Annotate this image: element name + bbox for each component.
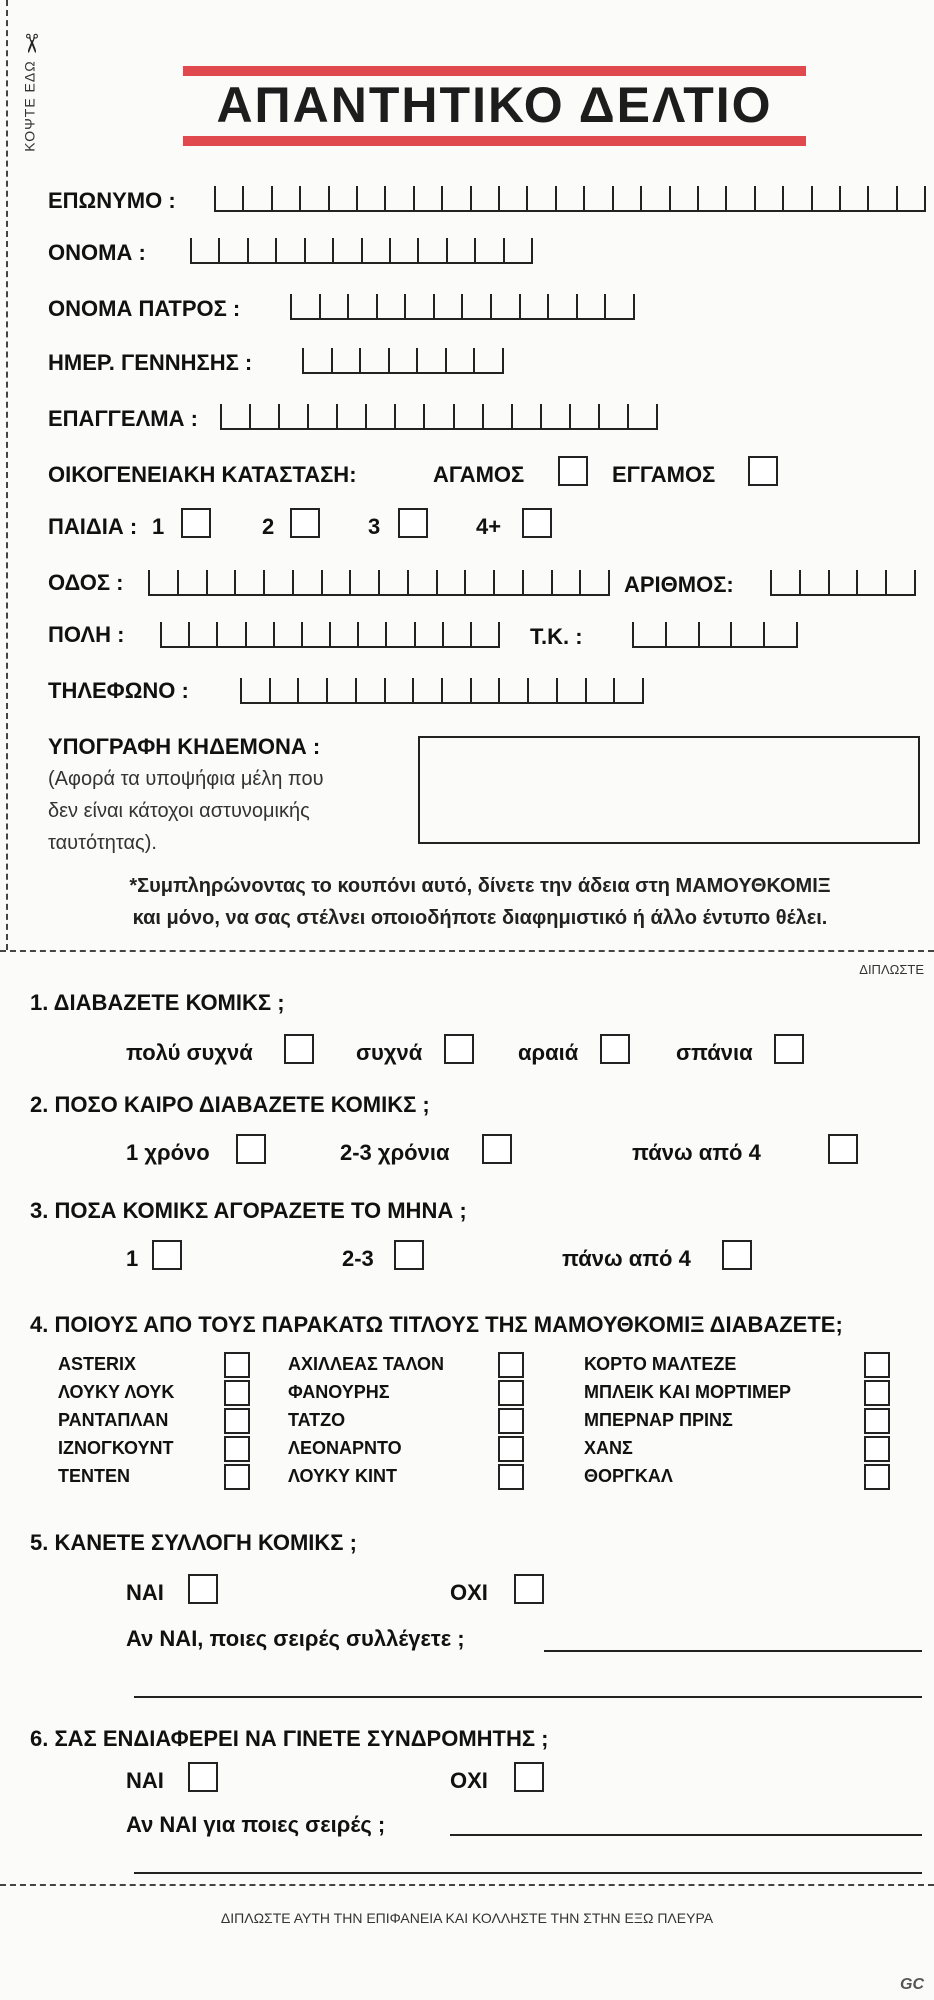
- children-1-checkbox[interactable]: [181, 508, 211, 538]
- title-checkbox[interactable]: [498, 1380, 524, 1406]
- surname-label: ΕΠΩΝΥΜΟ :: [48, 188, 176, 213]
- guardian-note-line: ταυτότητας).: [48, 832, 157, 854]
- married-checkbox[interactable]: [748, 456, 778, 486]
- cut-label: ΚΟΨΤΕ ΕΔΩ: [21, 60, 38, 152]
- title-checkbox[interactable]: [224, 1408, 250, 1434]
- married-label: ΕΓΓΑΜΟΣ: [612, 462, 716, 487]
- q2-1-year-checkbox[interactable]: [236, 1134, 266, 1164]
- q2-option-label: 2-3 χρόνια: [340, 1140, 450, 1165]
- guardian-signature-box[interactable]: [418, 736, 920, 844]
- profession-field[interactable]: [220, 404, 658, 430]
- title-checkbox[interactable]: [498, 1464, 524, 1490]
- q6-answer-line[interactable]: [450, 1834, 922, 1836]
- title-item: ΜΠΕΡΝΑΡ ΠΡΙΝΣ: [584, 1410, 733, 1430]
- q5-yes-label: ΝΑΙ: [126, 1580, 164, 1605]
- birth-date-label: ΗΜΕΡ. ΓΕΝΝΗΣΗΣ :: [48, 350, 253, 375]
- q3-2-3-checkbox[interactable]: [394, 1240, 424, 1270]
- profession-label: ΕΠΑΓΓΕΛΜΑ :: [48, 406, 198, 431]
- title-checkbox[interactable]: [224, 1464, 250, 1490]
- title-checkbox[interactable]: [864, 1352, 890, 1378]
- city-field[interactable]: [160, 622, 500, 648]
- number-label: ΑΡΙΘΜΟΣ:: [624, 572, 734, 597]
- title-checkbox[interactable]: [224, 1380, 250, 1406]
- q3-option-label: 1: [126, 1246, 139, 1271]
- q1-option-label: πολύ συχνά: [126, 1040, 253, 1065]
- q6-no-checkbox[interactable]: [514, 1762, 544, 1792]
- question-5: 5. ΚΑΝΕΤΕ ΣΥΛΛΟΓΗ ΚΟΜΙΚΣ ;: [30, 1530, 357, 1555]
- postal-code-field[interactable]: [632, 622, 798, 648]
- name-field[interactable]: [190, 238, 533, 264]
- q6-yes-label: ΝΑΙ: [126, 1768, 164, 1793]
- q1-very-often-checkbox[interactable]: [284, 1034, 314, 1064]
- city-label: ΠΟΛΗ :: [48, 622, 125, 647]
- corner-logo: GC: [900, 1976, 924, 1993]
- children-4plus-checkbox[interactable]: [522, 508, 552, 538]
- children-option-1: 1: [152, 514, 165, 539]
- title-item: ΚΟΡΤΟ ΜΑΛΤΕΖΕ: [584, 1354, 737, 1374]
- fold-line: [0, 950, 934, 952]
- title-item: ΡΑΝΤΑΠΛΑΝ: [58, 1410, 169, 1430]
- question-3: 3. ΠΟΣΑ ΚΟΜΙΚΣ ΑΓΟΡΑΖΕΤΕ ΤΟ ΜΗΝΑ ;: [30, 1198, 467, 1223]
- fold-label: ΔΙΠΛΩΣΤΕ: [859, 962, 924, 977]
- father-name-field[interactable]: [290, 294, 635, 320]
- single-label: ΑΓΑΜΟΣ: [433, 462, 525, 487]
- q1-option-label: σπάνια: [676, 1040, 753, 1065]
- children-option-2: 2: [262, 514, 275, 539]
- bottom-fold-line: [0, 1884, 934, 1886]
- footer-instruction: ΔΙΠΛΩΣΤΕ ΑΥΤΗ ΤΗΝ ΕΠΙΦΑΝΕΙΑ ΚΑΙ ΚΟΛΛΗΣΤΕ ΤΗΝ ΣΤΗΝ ΕΞΩ ΠΛΕΥΡΑ: [220, 1910, 714, 1926]
- consent-notice-line: και μόνο, να σας στέλνει οποιοδήποτε διαφημιστικό ή άλλο έντυπο θέλει.: [132, 907, 828, 929]
- q6-followup-label: Αν ΝΑΙ για ποιες σειρές ;: [126, 1812, 386, 1837]
- title-bar-top: [183, 66, 806, 76]
- title-item: ΦΑΝΟΥΡΗΣ: [288, 1382, 390, 1402]
- phone-label: ΤΗΛΕΦΩΝΟ :: [48, 678, 189, 703]
- title-item: ΑΧΙΛΛΕΑΣ ΤΑΛΟΝ: [288, 1354, 445, 1374]
- q5-answer-line[interactable]: [544, 1650, 922, 1652]
- title-item: ΤΕΝΤΕΝ: [58, 1466, 130, 1486]
- title-checkbox[interactable]: [864, 1380, 890, 1406]
- q2-2-3-years-checkbox[interactable]: [482, 1134, 512, 1164]
- guardian-note-line: (Αφορά τα υποψήφια μέλη που: [48, 768, 324, 790]
- title-checkbox[interactable]: [864, 1464, 890, 1490]
- children-option-4plus: 4+: [476, 514, 502, 539]
- q3-option-label: 2-3: [342, 1246, 374, 1271]
- title-item: ASTERIX: [58, 1354, 137, 1374]
- q5-no-label: ΟΧΙ: [450, 1580, 488, 1605]
- q2-option-label: 1 χρόνο: [126, 1140, 210, 1165]
- guardian-note-line: δεν είναι κάτοχοι αστυνομικής: [48, 800, 310, 822]
- marital-status-label: ΟΙΚΟΓΕΝΕΙΑΚΗ ΚΑΤΑΣΤΑΣΗ:: [48, 462, 357, 487]
- scissors-icon: ✂: [16, 32, 47, 55]
- children-3-checkbox[interactable]: [398, 508, 428, 538]
- title-checkbox[interactable]: [224, 1352, 250, 1378]
- title-item: ΙΖΝΟΓΚΟΥΝΤ: [58, 1438, 174, 1458]
- q5-no-checkbox[interactable]: [514, 1574, 544, 1604]
- q5-followup-label: Αν ΝΑΙ, ποιες σειρές συλλέγετε ;: [126, 1626, 465, 1651]
- form-title: ΑΠΑΝΤΗΤΙΚΟ ΔΕΛΤΙΟ: [216, 77, 773, 133]
- title-item: ΛΕΟΝΑΡΝΤΟ: [288, 1438, 402, 1458]
- question-6: 6. ΣΑΣ ΕΝΔΙΑΦΕΡΕΙ ΝΑ ΓΙΝΕΤΕ ΣΥΝΔΡΟΜΗΤΗΣ ;: [30, 1726, 549, 1751]
- title-item: ΜΠΛΕΙΚ ΚΑΙ ΜΟΡΤΙΜΕΡ: [584, 1382, 792, 1402]
- title-checkbox[interactable]: [864, 1436, 890, 1462]
- q1-option-label: συχνά: [356, 1040, 423, 1065]
- title-item: ΛΟΥΚΥ ΚΙΝΤ: [288, 1466, 398, 1486]
- title-item: ΤΑΤΖΟ: [288, 1410, 346, 1430]
- q6-no-label: ΟΧΙ: [450, 1768, 488, 1793]
- street-field[interactable]: [148, 570, 610, 596]
- q2-over-4-checkbox[interactable]: [828, 1134, 858, 1164]
- q3-over-4-checkbox[interactable]: [722, 1240, 752, 1270]
- children-option-3: 3: [368, 514, 381, 539]
- street-label: ΟΔΟΣ :: [48, 570, 124, 595]
- q3-1-checkbox[interactable]: [152, 1240, 182, 1270]
- q3-option-label: πάνω από 4: [562, 1246, 691, 1271]
- title-checkbox[interactable]: [498, 1352, 524, 1378]
- question-4: 4. ΠΟΙΟΥΣ ΑΠΟ ΤΟΥΣ ΠΑΡΑΚΑΤΩ ΤΙΤΛΟΥΣ ΤΗΣ ΜΑΜΟΥΘΚΟΜΙΞ ΔΙΑΒΑΖΕΤΕ;: [30, 1312, 843, 1337]
- title-checkbox[interactable]: [864, 1408, 890, 1434]
- q1-rarely-checkbox[interactable]: [600, 1034, 630, 1064]
- postal-code-label: Τ.Κ. :: [530, 624, 583, 649]
- birth-date-field[interactable]: [302, 348, 504, 374]
- q6-yes-checkbox[interactable]: [188, 1762, 218, 1792]
- question-2: 2. ΠΟΣΟ ΚΑΙΡΟ ΔΙΑΒΑΖΕΤΕ ΚΟΜΙΚΣ ;: [30, 1092, 430, 1117]
- consent-notice-line: *Συμπληρώνοντας το κουπόνι αυτό, δίνετε την άδεια στη ΜΑΜΟΥΘΚΟΜΙΞ: [129, 875, 831, 897]
- title-item: ΧΑΝΣ: [584, 1438, 633, 1458]
- cut-line: [6, 0, 8, 950]
- name-label: ΟΝΟΜΑ :: [48, 240, 146, 265]
- title-item: ΛΟΥΚΥ ΛΟΥΚ: [58, 1382, 175, 1402]
- title-checkbox[interactable]: [498, 1408, 524, 1434]
- q2-option-label: πάνω από 4: [632, 1140, 761, 1165]
- surname-field[interactable]: [214, 186, 926, 212]
- title-checkbox[interactable]: [498, 1436, 524, 1462]
- phone-field[interactable]: [240, 678, 644, 704]
- q5-yes-checkbox[interactable]: [188, 1574, 218, 1604]
- children-label: ΠΑΙΔΙΑ :: [48, 514, 138, 539]
- q1-often-checkbox[interactable]: [444, 1034, 474, 1064]
- q6-answer-line[interactable]: [134, 1872, 922, 1874]
- children-2-checkbox[interactable]: [290, 508, 320, 538]
- title-item: ΘΟΡΓΚΑΛ: [584, 1466, 673, 1486]
- question-1: 1. ΔΙΑΒΑΖΕΤΕ ΚΟΜΙΚΣ ;: [30, 990, 285, 1015]
- title-checkbox[interactable]: [224, 1436, 250, 1462]
- q1-seldom-checkbox[interactable]: [774, 1034, 804, 1064]
- number-field[interactable]: [770, 570, 916, 596]
- title-bar-bottom: [183, 136, 806, 146]
- father-name-label: ΟΝΟΜΑ ΠΑΤΡΟΣ :: [48, 296, 241, 321]
- single-checkbox[interactable]: [558, 456, 588, 486]
- q1-option-label: αραιά: [518, 1040, 579, 1065]
- q5-answer-line[interactable]: [134, 1696, 922, 1698]
- guardian-signature-label: ΥΠΟΓΡΑΦΗ ΚΗΔΕΜΟΝΑ :: [48, 734, 321, 759]
